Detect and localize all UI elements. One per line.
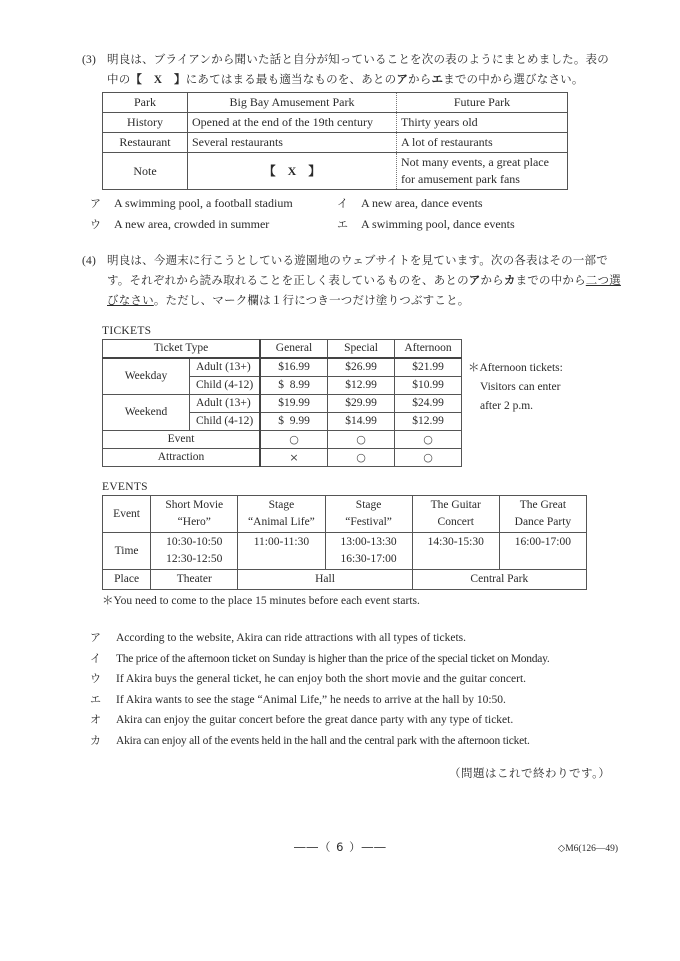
time-cell xyxy=(412,533,499,570)
cell: Not many events, a great place for amusement park fans xyxy=(397,153,568,190)
event-cell xyxy=(499,496,586,533)
time-cell xyxy=(238,533,325,570)
statement-text: The price of the afternoon ticket on Sunday is higher than the price of the special ticket on Monday. xyxy=(116,652,550,665)
events-name-row xyxy=(103,496,587,533)
price: $12.99 xyxy=(395,413,462,431)
event-cell xyxy=(238,496,325,533)
choice-text: A new area, crowded in summer xyxy=(114,217,270,231)
ticket-type: Child (4-12) xyxy=(190,413,261,431)
statement-text: If Akira buys the general ticket, he can enjoy both the short movie and the guitar concert. xyxy=(116,673,527,685)
event-name: “Festival” xyxy=(345,516,392,528)
tickets-table xyxy=(102,339,462,467)
choice-mark: エ xyxy=(337,218,348,231)
statement-ka xyxy=(90,731,680,752)
price: $29.99 xyxy=(328,395,395,413)
question-4-number: (4) xyxy=(82,255,97,267)
event-cell xyxy=(151,496,238,533)
note-line: after 2 p.m. xyxy=(480,400,534,412)
choice-row xyxy=(90,193,680,214)
event-name: Stage xyxy=(268,499,295,511)
event-time: 14:30-15:30 xyxy=(427,536,484,548)
cell: Opened at the end of the 19th century xyxy=(188,113,397,133)
blank-x: 【 X 】 xyxy=(130,74,186,86)
cell: A lot of restaurants xyxy=(397,133,568,153)
underlined-instruction: びなさい xyxy=(107,295,154,307)
statement-e xyxy=(90,690,680,711)
question-3-instructions xyxy=(82,50,622,90)
event-name: Short Movie xyxy=(165,499,224,511)
event-time: 16:30-17:00 xyxy=(340,553,397,565)
text: 中の xyxy=(107,74,131,86)
event-time: 13:00-13:30 xyxy=(340,536,397,548)
circle-icon: ○ xyxy=(395,449,462,467)
header-general: General xyxy=(260,340,328,359)
events-table xyxy=(102,495,587,590)
price: $24.99 xyxy=(395,395,462,413)
place-central-park: Central Park xyxy=(412,570,586,590)
event-cell xyxy=(412,496,499,533)
place-theater: Theater xyxy=(151,570,238,590)
afternoon-ticket-note xyxy=(468,359,563,416)
table-row xyxy=(103,133,568,153)
question-3-number: (3) xyxy=(82,54,97,66)
choice-text: A swimming pool, a football stadium xyxy=(114,196,293,210)
question-4-statements xyxy=(90,628,680,751)
event-cell xyxy=(325,496,412,533)
event-name: The Great xyxy=(519,499,567,511)
choice-row xyxy=(90,214,680,235)
time-cell xyxy=(151,533,238,570)
row-label-time: Time xyxy=(103,533,151,570)
row-label-place: Place xyxy=(103,570,151,590)
place-hall: Hall xyxy=(238,570,412,590)
cell: Thirty years old xyxy=(397,113,568,133)
choice-mark: ア xyxy=(90,197,101,210)
question-4-instructions xyxy=(82,251,622,311)
choice-u xyxy=(90,214,337,235)
ticket-type: Adult (13+) xyxy=(190,395,261,413)
price: $26.99 xyxy=(328,358,395,377)
choice-a xyxy=(90,193,337,214)
price: $21.99 xyxy=(395,358,462,377)
statement-text: Akira can enjoy the guitar concert before the great dance party with any type of ticket. xyxy=(116,714,514,726)
statement-mark: オ xyxy=(90,713,101,726)
statement-i xyxy=(90,649,680,670)
statement-text: Akira can enjoy all of the events held in the hall and the central park with the afternoon ticket. xyxy=(116,734,530,747)
price: $ 9.99 xyxy=(260,413,328,431)
events-title: EVENTS xyxy=(102,481,148,493)
text: す。それぞれから読み取れることを正しく表しているものを、あとの xyxy=(107,275,469,287)
event-time: 12:30-12:50 xyxy=(166,553,223,565)
page-code: ◇M6(126―49) xyxy=(557,844,618,854)
question-4-line-2 xyxy=(82,271,622,291)
header-ticket-type: Ticket Type xyxy=(103,340,261,359)
table-row xyxy=(103,395,462,413)
price: $12.99 xyxy=(328,377,395,395)
events-place-row xyxy=(103,570,587,590)
table-row xyxy=(103,358,462,377)
statement-mark: ウ xyxy=(90,672,101,685)
question-4-line-3 xyxy=(82,291,622,311)
circle-icon: ○ xyxy=(328,449,395,467)
price: $ 8.99 xyxy=(260,377,328,395)
circle-icon: ○ xyxy=(395,431,462,449)
group-weekend: Weekend xyxy=(103,395,190,431)
statement-o xyxy=(90,710,680,731)
statement-text: If Akira wants to see the stage “Animal Life,” he needs to arrive at the hall by 10:50. xyxy=(116,693,506,706)
ticket-type: Child (4-12) xyxy=(190,377,261,395)
blank-x-cell: 【 X 】 xyxy=(188,153,397,190)
statement-mark: カ xyxy=(90,733,101,747)
table-row xyxy=(103,113,568,133)
text: 。ただし、マーク欄は１行につき一つだけ塗りつぶすこと。 xyxy=(153,295,470,307)
price: $14.99 xyxy=(328,413,395,431)
event-time: 11:00-11:30 xyxy=(253,536,310,548)
row-label: Restaurant xyxy=(103,133,188,153)
question-3-choices xyxy=(90,193,680,235)
table-header-row xyxy=(103,93,568,113)
tickets-title: TICKETS xyxy=(102,325,152,337)
access-label-event: Event xyxy=(103,431,261,449)
park-comparison-table xyxy=(102,92,568,190)
question-4-line-1: 明良は、今週末に行こうとしている遊園地のウェブサイトを見ています。次の各表はその一部で xyxy=(107,255,608,267)
text: までの中から xyxy=(515,275,586,287)
event-name: Dance Party xyxy=(514,516,572,528)
text: から xyxy=(480,275,504,287)
choice-ref-a: ア xyxy=(468,275,481,287)
table-row xyxy=(103,431,462,449)
event-name: Stage xyxy=(355,499,382,511)
header-afternoon: Afternoon xyxy=(395,340,462,359)
group-weekday: Weekday xyxy=(103,358,190,395)
note-line: ＊Afternoon tickets: xyxy=(468,362,563,374)
price: $19.99 xyxy=(260,395,328,413)
header-big-bay: Big Bay Amusement Park xyxy=(188,93,397,113)
text: までの中から選びなさい。 xyxy=(443,74,584,86)
underlined-instruction: 二つ選 xyxy=(585,275,621,287)
header-future-park: Future Park xyxy=(397,93,568,113)
cross-icon: × xyxy=(260,449,328,467)
statement-mark: エ xyxy=(90,692,101,706)
footer xyxy=(0,839,680,855)
text: から xyxy=(408,74,432,86)
choice-mark: ウ xyxy=(90,218,101,231)
row-label: Note xyxy=(103,153,188,190)
statement-mark: イ xyxy=(90,651,101,665)
statement-mark: ア xyxy=(90,631,101,644)
statement-a xyxy=(90,628,680,649)
table-row xyxy=(103,449,462,467)
circle-icon: ○ xyxy=(260,431,328,449)
question-3-line-1: 明良は、ブライアンから聞いた話と自分が知っていることを次の表のようにまとめました。表の xyxy=(107,54,609,66)
choice-ref-ka: カ xyxy=(503,275,516,287)
statement-u xyxy=(90,669,680,690)
question-3-line-2 xyxy=(82,70,622,90)
event-name: “Hero” xyxy=(177,516,211,528)
choice-text: A new area, dance events xyxy=(361,196,483,210)
ticket-type: Adult (13+) xyxy=(190,358,261,377)
statement-text: According to the website, Akira can ride attractions with all types of tickets. xyxy=(116,632,467,644)
choice-e xyxy=(337,214,584,235)
event-time: 16:00-17:00 xyxy=(514,536,572,548)
time-cell xyxy=(325,533,412,570)
note-line: Visitors can enter xyxy=(480,381,561,393)
time-cell xyxy=(499,533,586,570)
events-note: ＊You need to come to the place 15 minutes before each event starts. xyxy=(102,595,420,607)
circle-icon: ○ xyxy=(328,431,395,449)
choice-ref-e: エ xyxy=(431,74,444,86)
event-name: The Guitar xyxy=(430,499,481,511)
choice-text: A swimming pool, dance events xyxy=(361,217,515,231)
page-number: ――（ 6 ）―― xyxy=(294,840,387,854)
table-row xyxy=(103,153,568,190)
header-park: Park xyxy=(103,93,188,113)
choice-i xyxy=(337,193,584,214)
event-time: 10:30-10:50 xyxy=(166,536,223,548)
events-time-row xyxy=(103,533,587,570)
text: にあてはまる最も適当なものを、あとの xyxy=(185,74,397,86)
access-label-attraction: Attraction xyxy=(103,449,261,467)
choice-mark: イ xyxy=(337,197,348,210)
price: $10.99 xyxy=(395,377,462,395)
price: $16.99 xyxy=(260,358,328,377)
header-special: Special xyxy=(328,340,395,359)
tickets-section xyxy=(102,339,680,467)
end-of-questions-note: （問題はこれで終わりです。） xyxy=(449,766,611,780)
choice-ref-a: ア xyxy=(396,74,409,86)
tickets-header-row xyxy=(103,340,462,359)
row-label: History xyxy=(103,113,188,133)
event-name: “Animal Life” xyxy=(248,516,315,528)
event-name: Concert xyxy=(437,516,474,528)
cell: Several restaurants xyxy=(188,133,397,153)
row-label-event: Event xyxy=(103,496,151,533)
spacer xyxy=(0,235,680,251)
